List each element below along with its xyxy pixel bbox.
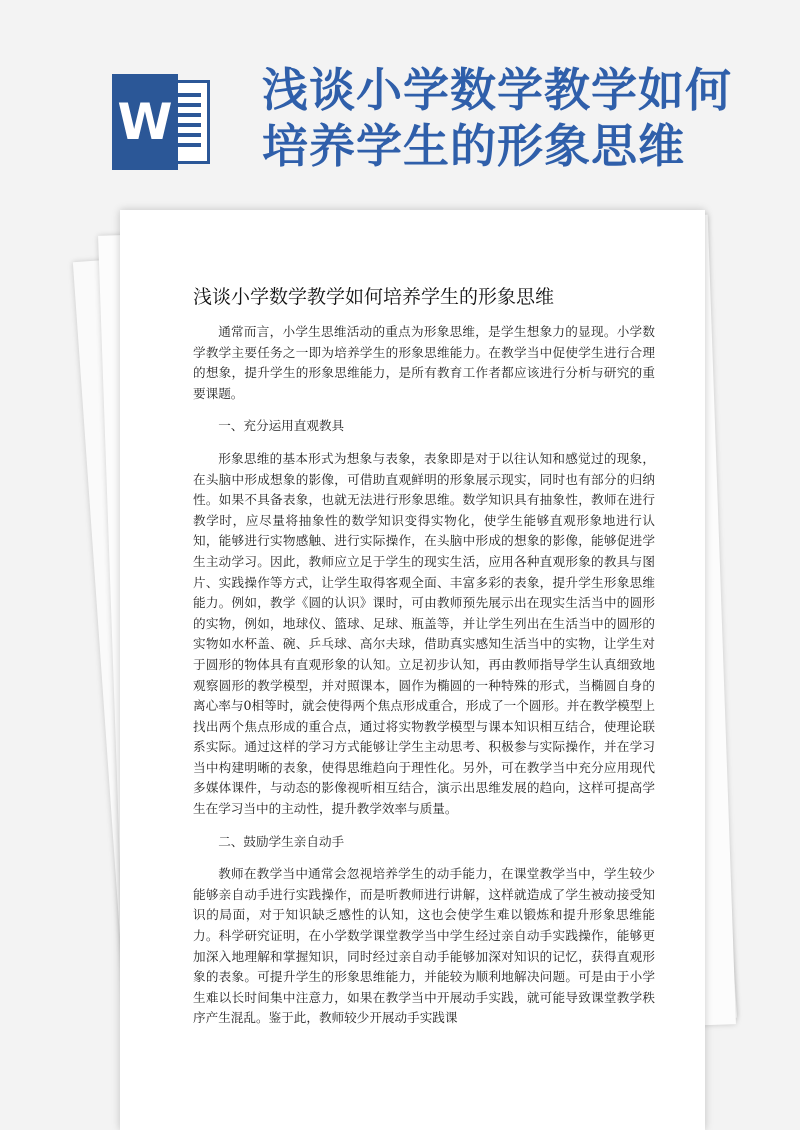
word-logo-badge: W xyxy=(112,74,178,170)
document-page xyxy=(120,210,705,1130)
banner-title-line2: 培养学生的形象思维 xyxy=(262,119,685,173)
document-body xyxy=(193,322,655,1029)
banner-title xyxy=(262,62,782,174)
section1-heading: 一、充分运用直观教具 xyxy=(218,418,345,434)
section2-paragraph: 教师在教学当中通常会忽视培养学生的动手能力，在课堂教学当中，学生较少能够亲自动手进行实践操作，而是听教师进行讲解，这样就造成了学生被动接受知识的局面，对于知识缺乏感性的认知，这也会使学生难以锻炼和提升形象思维能力。科学研究证明，在小学数学课堂教学当中学生经过亲自动手实践操作，能够更加深入地理解和掌握知识，同时经过亲自动手能够加深对知识的记忆，获得直观形象的表象。可提升学生的形象思维能力，并能较为顺利地解决问题。可是由于小学生难以长时间集中注意力，如果在教学当中开展动手实践，就可能导致课堂教学秩序产生混乱。鉴于此，教师较少开展动手实践课 xyxy=(193,866,655,1026)
section1-paragraph: 形象思维的基本形式为想象与表象，表象即是对于以往认知和感觉过的现象，在头脑中形成想象的影像，可借助直观鲜明的形象展示现实，同时也有部分的归纳性。如果不具备表象，也就无法进行形象思维。数学知识具有抽象性，教师在进行教学时，应尽量将抽象性的数学知识变得实物化，使学生能够直观形象地进行认知，能够进行实物感触、进行实际操作，在头脑中形成的想象的影像，能够促进学生主动学习。因此，教师应立足于学生的现实生活，应用各种直观形象的教具与图片、实践操作等方式，让学生取得客观全面、丰富多彩的表象，提升学生形象思维能力。例如，教学《圆的认识》课时，可由教师预先展示出在现实生活当中的圆形的实物，例如，地球仪、篮球、足球、瓶盖等，并让学生列出在生活当中的圆形的实物如水杯盖、碗、乒乓球、高尔夫球，借助真实感知生活当中的实物，让学生对于圆形的物体具有直观形象的认知。立足初步认知，再由教师指导学生认真细致地观察圆形的教学模型，并对照课本，圆作为椭圆的一种特殊的形式，当椭圆自身的离心率与0相等时，就会使得两个焦点形成重合，形成了一个圆形。并在教学模型上找出两个焦点形成的重合点，通过将实物教学模型与课本知识相互结合，使理论联系实际。通过这样的学习方式能够让学生主动思考、积极参与实际操作，并在学习当中构建明晰的表象，使得思维趋向于理性化。另外，可在教学当中充分应用现代多媒体课件，与动态的影像视听相互结合，演示出思维发展的趋向，这样可提高学生在学习当中的主动性，提升教学效率与质量。 xyxy=(193,450,655,817)
banner-title-line1: 浅谈小学数学教学如何 xyxy=(262,63,732,117)
document-title: 浅谈小学数学教学如何培养学生的形象思维 xyxy=(193,286,555,308)
section2-heading: 二、鼓励学生亲自动手 xyxy=(218,833,345,849)
word-document-icon xyxy=(112,74,222,174)
intro-paragraph: 通常而言，小学生思维活动的重点为形象思维，是学生想象力的显现。小学数学教学主要任务之一即为培养学生的形象思维能力。在教学当中促使学生进行合理的想象，提升学生的形象思维能力，是所有教育工作者都应该进行分析与研究的重要课题。 xyxy=(193,324,655,401)
